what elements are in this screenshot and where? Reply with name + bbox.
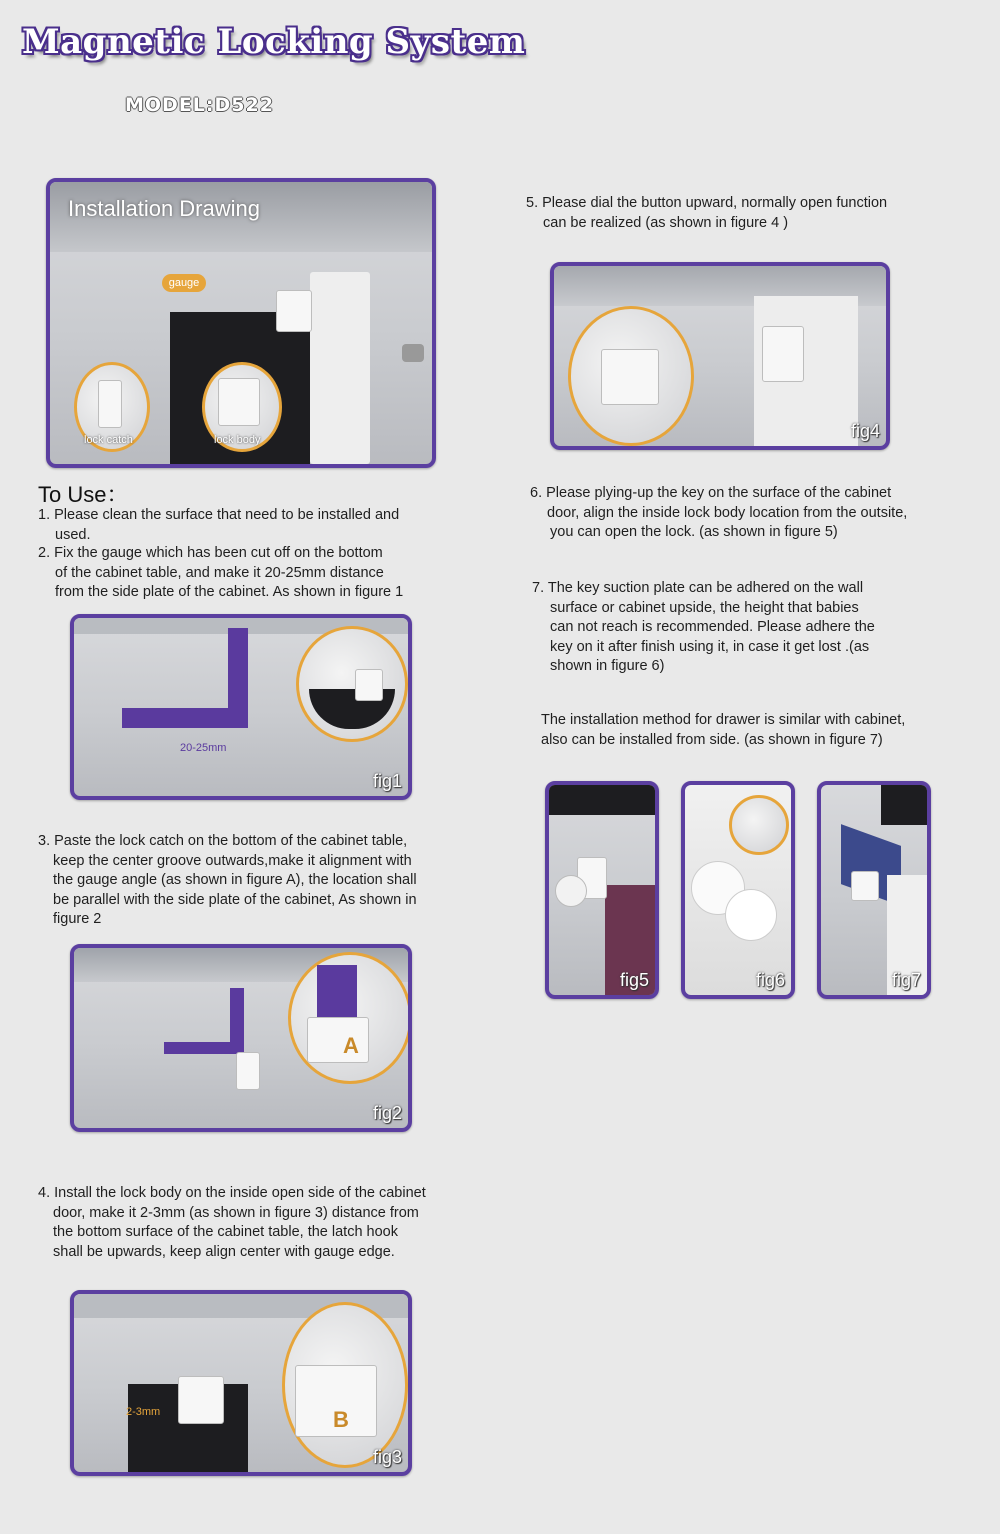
step-5 [526,194,887,233]
step-3-line: figure 2 [53,911,102,927]
page-title: Magnetic Locking System [22,22,526,62]
step-4 [38,1184,426,1262]
step-3-line: keep the center groove outwards,make it alignment with [53,852,412,869]
figure-2 [70,944,412,1132]
installation-drawing-title: Installation Drawing [68,196,260,221]
step-1 [38,506,399,545]
fig4-label: fig4 [850,421,880,441]
figure-5 [545,781,659,999]
figure-1 [70,614,412,800]
drawer-note-line: The installation method for drawer is similar with cabinet, [541,712,906,728]
figure-4 [550,262,890,450]
step-3-line: 3. Paste the lock catch on the bottom of the cabinet table, [38,833,408,849]
lock-catch-label: lock catch [84,434,133,446]
fig2-mark: A [343,1033,359,1058]
step-2 [38,544,403,603]
step-2-line: from the side plate of the cabinet. As shown in figure 1 [55,584,404,600]
step-7-line: shown in figure 6) [550,658,665,674]
fig6-label: fig6 [755,970,785,990]
step-7-line: 7. The key suction plate can be adhered on the wall [532,580,864,596]
figure-7 [817,781,931,999]
step-6 [530,484,907,543]
step-5-line: can be realized (as shown in figure 4 ) [543,214,789,231]
step-3-line: the gauge angle (as shown in figure A), the location shall [53,872,417,888]
step-5-line: 5. Please dial the button upward, normally open function [526,195,888,211]
fig3-measure: 2-3mm [126,1406,161,1418]
drawer-note [541,711,905,750]
drawer-note-line: also can be installed from side. (as shown in figure 7) [541,731,883,748]
fig1-label: fig1 [372,771,402,791]
step-4-line: shall be upwards, keep align center with gauge edge. [53,1243,395,1260]
fig2-label: fig2 [372,1103,402,1123]
fig3-label: fig3 [372,1447,402,1467]
step-7 [532,579,875,677]
gauge-label: gauge [162,274,206,292]
step-7-line: surface or cabinet upside, the height that babies [550,599,859,616]
step-3 [38,832,417,930]
fig3-mark: B [333,1407,349,1432]
step-2-line: of the cabinet table, and make it 20-25mm distance [55,564,384,581]
lock-body-label: lock body [214,434,261,446]
model-number: MODEL:D522 [125,94,274,116]
fig1-measure: 20-25mm [180,742,227,754]
step-4-line: the bottom surface of the cabinet table, the latch hook [53,1224,398,1240]
step-7-line: can not reach is recommended. Please adhere the [550,619,875,635]
fig7-label: fig7 [891,970,921,990]
figure-3 [70,1290,412,1476]
step-4-line: 4. Install the lock body on the inside open side of the cabinet [38,1185,426,1201]
step-6-line: 6. Please plying-up the key on the surface of the cabinet [530,485,892,501]
step-3-line: be parallel with the side plate of the cabinet, As shown in [53,891,417,908]
step-4-line: door, make it 2-3mm (as shown in figure 3) distance from [53,1204,419,1221]
step-7-line: key on it after finish using it, in case it get lost .(as [550,638,870,655]
figure-6 [681,781,795,999]
step-6-line: you can open the lock. (as shown in figure 5) [550,524,838,540]
step-2-line: 2. Fix the gauge which has been cut off on the bottom [38,545,383,561]
step-1-line: 1. Please clean the surface that need to be installed and [38,507,400,523]
step-6-line: door, align the inside lock body location from the outsite, [547,504,908,521]
installation-drawing-figure [46,178,436,468]
step-1-line: used. [55,526,91,543]
to-use-heading: To Use： [38,482,129,507]
fig5-label: fig5 [619,970,649,990]
